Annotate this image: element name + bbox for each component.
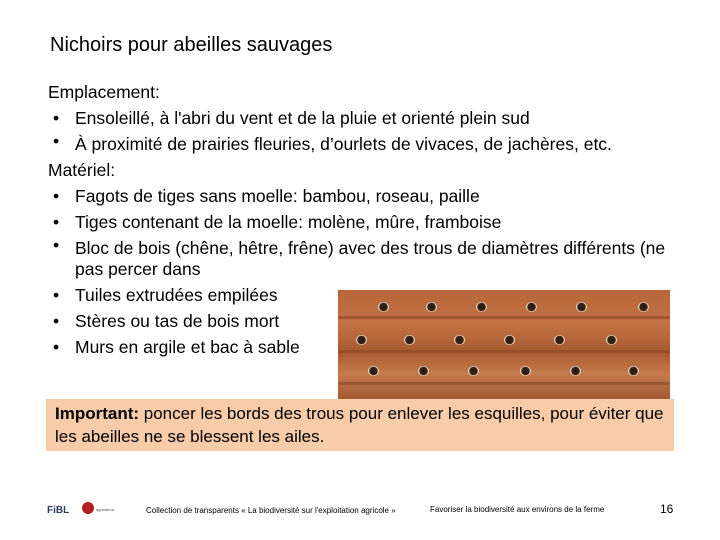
slide-title: Nichoirs pour abeilles sauvages [50, 34, 333, 56]
bullet-icon: • [53, 235, 60, 255]
footer [0, 495, 720, 535]
fibl-logo: FiBL [47, 505, 70, 516]
location-item-1: • Ensoleillé, à l'abri du vent et de la pluie et orienté plein sud [48, 105, 668, 131]
bullet-icon: • [53, 108, 60, 128]
brick-hole [504, 335, 515, 345]
brick-hole [404, 335, 415, 345]
material-item-2: • Tiges contenant de la moelle: molène, mûre, framboise [48, 209, 668, 235]
brick-hole [454, 335, 465, 345]
material-item-6: • Murs en argile et bac à sable [48, 334, 668, 360]
location-item-2: • À proximité de prairies fleuries, d’ourlets de vivaces, de jachères, etc. [53, 131, 612, 154]
brick-hole [628, 366, 639, 376]
brick-hole [418, 366, 429, 376]
page-number: 16 [660, 502, 674, 516]
brick-hole [520, 366, 531, 376]
brick-hole [476, 302, 487, 312]
partner-logo-icon [82, 502, 94, 514]
material-item-5: • Stères ou tas de bois mort [48, 308, 668, 334]
material-label: Matériel: [48, 160, 116, 180]
important-label: Important: [55, 404, 140, 423]
bullet-icon: • [53, 131, 60, 151]
brick-hole [570, 366, 581, 376]
important-note-text: Important: poncer les bords des trous pour enlever les esquilles, pour éviter que les abeilles ne se blessent les ailes. [55, 404, 664, 446]
bullet-icon: • [53, 311, 60, 331]
brick-hole [576, 302, 587, 312]
material-item-4: • Tuiles extrudées empilées [48, 282, 668, 308]
bullet-icon: • [53, 212, 60, 232]
material-item-1: • Fagots de tiges sans moelle: bambou, roseau, paille [48, 183, 668, 209]
brick-hole [368, 366, 379, 376]
brick-hole [554, 335, 565, 345]
brick-hole [638, 302, 649, 312]
footer-topic-text: Favoriser la biodiversité aux environs de la ferme [430, 505, 605, 514]
brick-hole [526, 302, 537, 312]
brick-hole [468, 366, 479, 376]
perforated-brick-photo [338, 290, 670, 402]
important-note [46, 399, 674, 451]
partner-logo-text: agrinatura [96, 507, 115, 512]
brick-hole [606, 335, 617, 345]
brick-hole [378, 302, 389, 312]
brick-hole [356, 335, 367, 345]
location-label: Emplacement: [48, 82, 160, 102]
bullet-icon: • [53, 186, 60, 206]
footer-collection-text: Collection de transparents « La biodiversité sur l'exploitation agricole » [146, 506, 396, 515]
material-item-3: • Bloc de bois (chêne, hêtre, frêne) avec des trous de diamètres différents (ne pas percer dans [53, 235, 666, 279]
bullet-icon: • [53, 337, 60, 357]
bullet-icon: • [53, 285, 60, 305]
brick-hole [426, 302, 437, 312]
